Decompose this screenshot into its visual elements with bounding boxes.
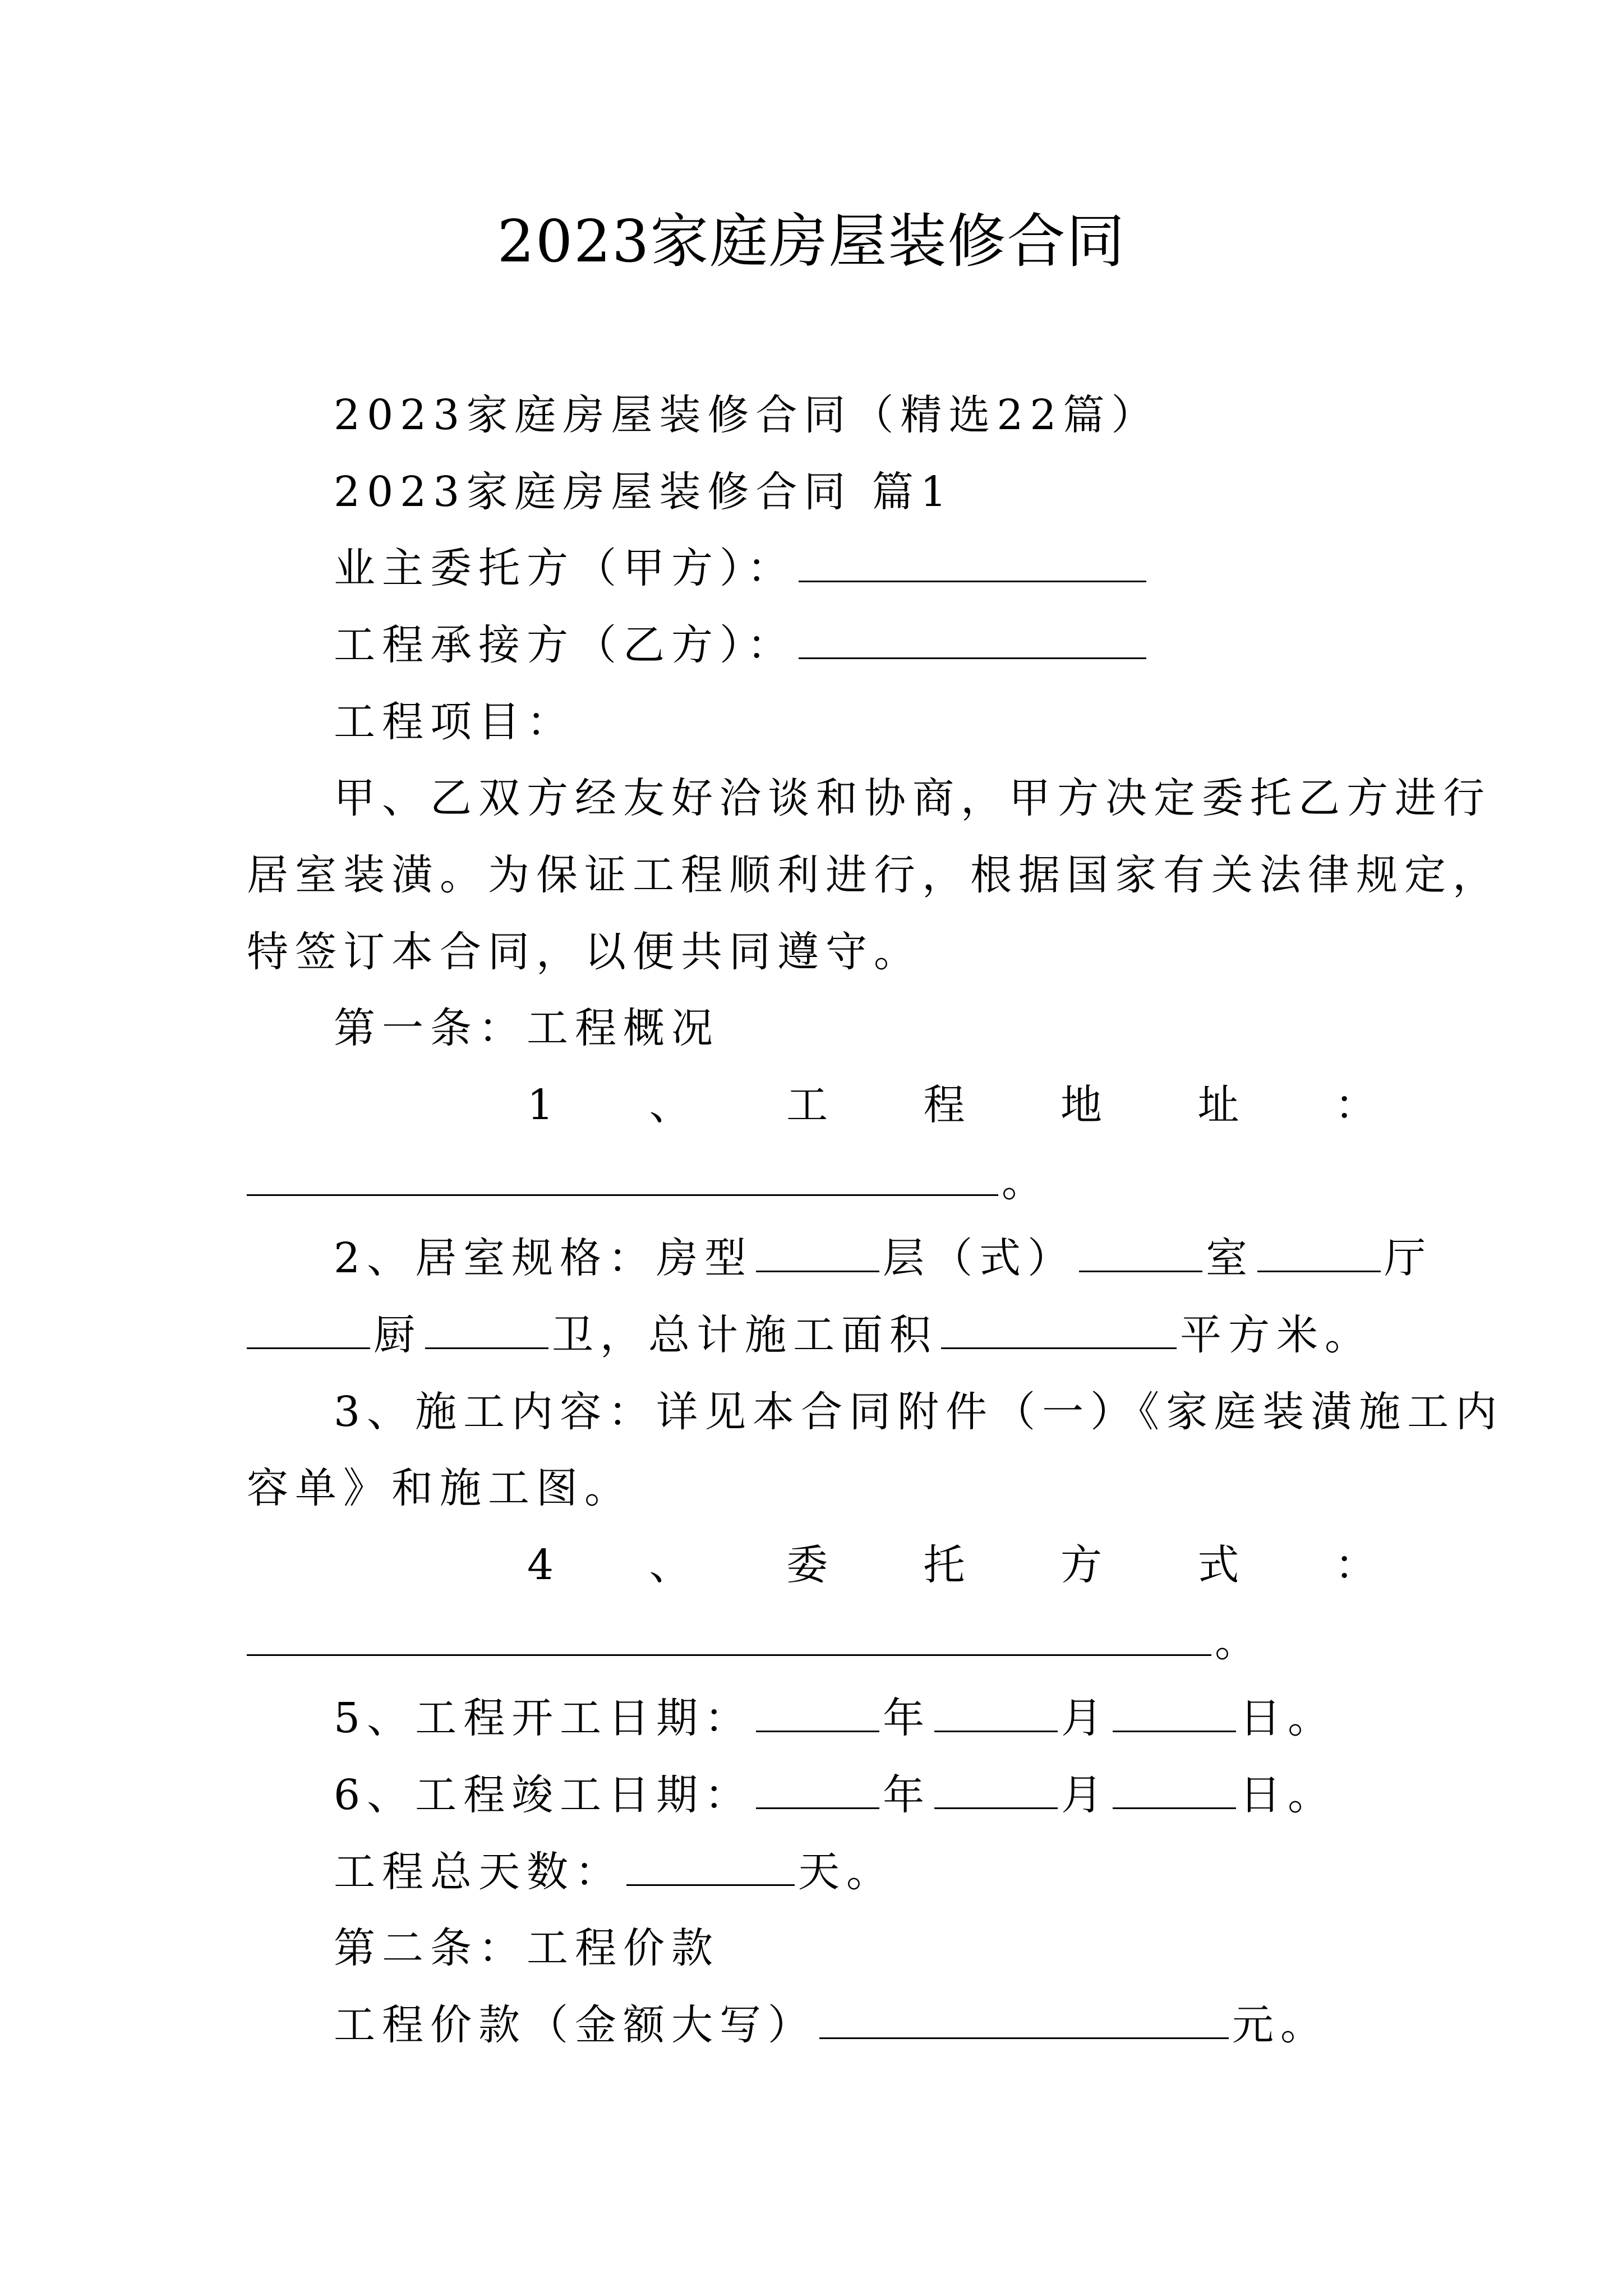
subtitle: 2023家庭房屋装修合同（精选22篇） xyxy=(334,391,1160,439)
price-line: 工程价款（金额大写） 元。 xyxy=(334,2001,1329,2049)
intro-line-1: 甲、乙双方经友好洽谈和协商，甲方决定委托乙方进行 xyxy=(334,774,1491,822)
party-a-line xyxy=(334,540,1150,596)
bath-count-blank xyxy=(425,1313,548,1349)
end-day-blank xyxy=(1113,1773,1236,1809)
start-date-line: 5、工程开工日期： 年 月 日。 xyxy=(334,1694,1336,1742)
party-b-blank xyxy=(799,623,1146,659)
section-heading: 2023家庭房屋装修合同 篇1 xyxy=(334,468,953,516)
party-a-label: 业主委托方（甲方）： xyxy=(334,544,795,592)
total-days-line: 工程总天数： 天。 xyxy=(334,1848,895,1896)
end-month-blank xyxy=(934,1773,1058,1809)
party-a-blank xyxy=(799,546,1146,582)
start-month-blank xyxy=(934,1696,1058,1732)
room-spec-line-2: 厨 卫，总计施工面积 平方米。 xyxy=(247,1307,1373,1363)
project-label: 工程项目： xyxy=(334,698,575,746)
start-year-blank xyxy=(756,1696,879,1732)
document-title: 2023家庭房屋装修合同 xyxy=(497,207,1126,275)
address-blank xyxy=(247,1159,998,1196)
address-label: 1 、 工 程 地 址 ： xyxy=(527,1081,1376,1129)
end-date-line: 6、工程竣工日期： 年 月 日。 xyxy=(334,1771,1336,1819)
room-count-blank xyxy=(1079,1236,1202,1272)
intro-line-2: 居室装潢。为保证工程顺利进行，根据国家有关法律规定， xyxy=(247,851,1501,899)
method-blank xyxy=(247,1619,1211,1656)
method-blank-line: 。 xyxy=(247,1614,1263,1670)
hall-count-blank xyxy=(1257,1236,1381,1272)
room-spec-line-1: 2、居室规格：房型 层（式） 室 厅 xyxy=(334,1234,1433,1282)
content-line-2: 容单》和施工图。 xyxy=(247,1464,633,1512)
article2-heading: 第二条：工程价款 xyxy=(334,1924,720,1972)
end-year-blank xyxy=(756,1773,879,1809)
price-blank xyxy=(819,2003,1229,2039)
article1-heading: 第一条：工程概况 xyxy=(334,1004,720,1052)
party-b-label: 工程承接方（乙方）： xyxy=(334,621,795,669)
kitchen-count-blank xyxy=(247,1313,370,1349)
intro-line-3: 特签订本合同，以便共同遵守。 xyxy=(247,928,922,976)
address-blank-line: 。 xyxy=(247,1154,1050,1210)
method-label: 4 、 委 托 方 式 ： xyxy=(527,1541,1376,1589)
house-type-blank xyxy=(756,1236,879,1272)
area-blank xyxy=(941,1313,1177,1349)
party-b-line xyxy=(334,617,1150,673)
start-day-blank xyxy=(1113,1696,1236,1732)
total-days-blank xyxy=(626,1849,795,1886)
content-line-1: 3、施工内容：详见本合同附件（一）《家庭装潢施工内 xyxy=(334,1388,1504,1436)
